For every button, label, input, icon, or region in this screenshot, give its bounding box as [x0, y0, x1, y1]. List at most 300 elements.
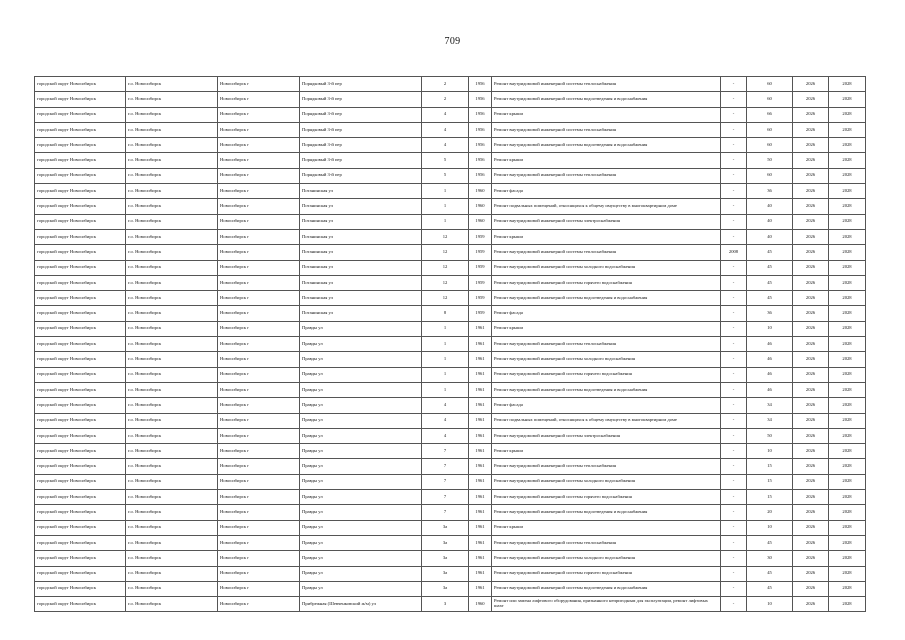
cell-municipality: городской округ Новосибирск: [35, 184, 126, 199]
table-row: [35, 428, 866, 443]
cell-plan-end: 2028: [829, 291, 866, 306]
cell-municipality: городской округ Новосибирск: [35, 581, 126, 596]
cell-last-repair-year: -: [721, 107, 747, 122]
cell-street: Потанинская ул: [300, 245, 422, 260]
cell-municipality: городской округ Новосибирск: [35, 153, 126, 168]
cell-municipality: городской округ Новосибирск: [35, 505, 126, 520]
cell-house-number: 1: [422, 337, 469, 352]
cell-house-number: 8: [422, 306, 469, 321]
cell-plan-start: 2026: [793, 337, 829, 352]
cell-house-number: 4: [422, 413, 469, 428]
table-row: [35, 214, 866, 229]
cell-work-type: Ремонт фасада: [492, 184, 721, 199]
cell-plan-end: 2028: [829, 77, 866, 92]
cell-plan-end: 2028: [829, 168, 866, 183]
cell-locality: Новосибирск г: [218, 260, 300, 275]
cell-work-type: Ремонт внутридомовой инженерной системы электроснабжения: [492, 428, 721, 443]
cell-last-repair-year: -: [721, 459, 747, 474]
cell-street: Порядковый 3-й пер: [300, 153, 422, 168]
cell-municipality: городской округ Новосибирск: [35, 138, 126, 153]
cell-municipality: городской округ Новосибирск: [35, 428, 126, 443]
cell-locality: Новосибирск г: [218, 566, 300, 581]
table-row: [35, 382, 866, 397]
cell-plan-start: 2026: [793, 199, 829, 214]
cell-work-type: Ремонт внутридомовой инженерной системы водоотведения и водоснабжения: [492, 138, 721, 153]
cell-district: г.о. Новосибирск: [126, 77, 218, 92]
cell-score: 50: [747, 153, 793, 168]
cell-score: 36: [747, 306, 793, 321]
cell-last-repair-year: -: [721, 153, 747, 168]
cell-plan-end: 2028: [829, 321, 866, 336]
cell-work-type: Ремонт внутридомовой инженерной системы теплоснабжения: [492, 77, 721, 92]
cell-street: Потанинская ул: [300, 275, 422, 290]
cell-last-repair-year: -: [721, 566, 747, 581]
cell-locality: Новосибирск г: [218, 520, 300, 535]
cell-work-type: Ремонт фасада: [492, 306, 721, 321]
table-row: [35, 229, 866, 244]
cell-build-year: 1961: [469, 321, 492, 336]
cell-district: г.о. Новосибирск: [126, 352, 218, 367]
cell-work-type: Ремонт подвальных помещений, относящихся к общему имуществу в многоквартирном доме: [492, 413, 721, 428]
cell-street: Правды ул: [300, 398, 422, 413]
cell-work-type: Ремонт крыши: [492, 520, 721, 535]
cell-district: г.о. Новосибирск: [126, 168, 218, 183]
cell-district: г.о. Новосибирск: [126, 490, 218, 505]
cell-house-number: 3а: [422, 566, 469, 581]
cell-district: г.о. Новосибирск: [126, 337, 218, 352]
cell-plan-end: 2028: [829, 505, 866, 520]
cell-street: Правды ул: [300, 382, 422, 397]
cell-house-number: 4: [422, 428, 469, 443]
cell-work-type: Ремонт внутридомовой инженерной системы горячего водоснабжения: [492, 275, 721, 290]
table-body: [35, 77, 866, 612]
cell-plan-end: 2028: [829, 367, 866, 382]
cell-score: 15: [747, 490, 793, 505]
cell-locality: Новосибирск г: [218, 474, 300, 489]
cell-score: 40: [747, 229, 793, 244]
cell-street: Порядковый 3-й пер: [300, 77, 422, 92]
cell-last-repair-year: -: [721, 77, 747, 92]
cell-district: г.о. Новосибирск: [126, 306, 218, 321]
cell-work-type: Ремонт внутридомовой инженерной системы горячего водоснабжения: [492, 566, 721, 581]
table-row: [35, 122, 866, 137]
cell-street: Правды ул: [300, 367, 422, 382]
cell-score: 34: [747, 398, 793, 413]
cell-street: Правды ул: [300, 505, 422, 520]
table-row: [35, 260, 866, 275]
cell-locality: Новосибирск г: [218, 382, 300, 397]
cell-locality: Новосибирск г: [218, 321, 300, 336]
cell-work-type: Ремонт внутридомовой инженерной системы холодного водоснабжения: [492, 474, 721, 489]
cell-score: 10: [747, 444, 793, 459]
cell-score: 46: [747, 337, 793, 352]
cell-district: г.о. Новосибирск: [126, 413, 218, 428]
cell-street: Правды ул: [300, 535, 422, 550]
table-row: [35, 168, 866, 183]
cell-work-type: Ремонт внутридомовой инженерной системы водоотведения и водоснабжения: [492, 291, 721, 306]
cell-score: 46: [747, 367, 793, 382]
table-row: [35, 275, 866, 290]
cell-locality: Новосибирск г: [218, 92, 300, 107]
cell-work-type: Ремонт внутридомовой инженерной системы электроснабжения: [492, 214, 721, 229]
cell-municipality: городской округ Новосибирск: [35, 291, 126, 306]
cell-build-year: 1961: [469, 490, 492, 505]
cell-build-year: 1961: [469, 474, 492, 489]
cell-house-number: 7: [422, 490, 469, 505]
cell-street: Правды ул: [300, 459, 422, 474]
cell-work-type: Ремонт крыши: [492, 444, 721, 459]
cell-street: Правды ул: [300, 474, 422, 489]
cell-build-year: 1959: [469, 260, 492, 275]
cell-plan-start: 2026: [793, 275, 829, 290]
cell-municipality: городской округ Новосибирск: [35, 535, 126, 550]
cell-house-number: 4: [422, 107, 469, 122]
cell-score: 60: [747, 77, 793, 92]
cell-district: г.о. Новосибирск: [126, 107, 218, 122]
table-row: [35, 184, 866, 199]
cell-plan-end: 2028: [829, 551, 866, 566]
cell-house-number: 3а: [422, 535, 469, 550]
cell-build-year: 1961: [469, 535, 492, 550]
cell-locality: Новосибирск г: [218, 367, 300, 382]
cell-work-type: Ремонт внутридомовой инженерной системы горячего водоснабжения: [492, 490, 721, 505]
cell-plan-end: 2028: [829, 214, 866, 229]
cell-plan-start: 2026: [793, 459, 829, 474]
cell-score: 15: [747, 459, 793, 474]
cell-locality: Новосибирск г: [218, 551, 300, 566]
cell-district: г.о. Новосибирск: [126, 428, 218, 443]
cell-district: г.о. Новосибирск: [126, 184, 218, 199]
cell-plan-start: 2026: [793, 413, 829, 428]
cell-last-repair-year: -: [721, 337, 747, 352]
cell-plan-start: 2026: [793, 535, 829, 550]
cell-locality: Новосибирск г: [218, 77, 300, 92]
cell-plan-end: 2028: [829, 107, 866, 122]
cell-score: 45: [747, 581, 793, 596]
cell-last-repair-year: -: [721, 597, 747, 612]
cell-build-year: 1961: [469, 352, 492, 367]
cell-last-repair-year: -: [721, 214, 747, 229]
table-row: [35, 321, 866, 336]
cell-last-repair-year: -: [721, 260, 747, 275]
cell-work-type: Ремонт подвальных помещений, относящихся к общему имуществу в многоквартирном доме: [492, 199, 721, 214]
cell-last-repair-year: -: [721, 398, 747, 413]
table-row: [35, 92, 866, 107]
cell-municipality: городской округ Новосибирск: [35, 260, 126, 275]
cell-municipality: городской округ Новосибирск: [35, 214, 126, 229]
cell-build-year: 1960: [469, 184, 492, 199]
cell-municipality: городской округ Новосибирск: [35, 337, 126, 352]
cell-street: Потанинская ул: [300, 306, 422, 321]
cell-street: Порядковый 3-й пер: [300, 122, 422, 137]
cell-house-number: 12: [422, 275, 469, 290]
cell-plan-end: 2028: [829, 428, 866, 443]
cell-last-repair-year: -: [721, 122, 747, 137]
cell-plan-end: 2028: [829, 122, 866, 137]
cell-municipality: городской округ Новосибирск: [35, 275, 126, 290]
table-row: [35, 337, 866, 352]
table-row: [35, 566, 866, 581]
cell-locality: Новосибирск г: [218, 398, 300, 413]
cell-locality: Новосибирск г: [218, 122, 300, 137]
cell-municipality: городской округ Новосибирск: [35, 398, 126, 413]
cell-locality: Новосибирск г: [218, 275, 300, 290]
cell-district: г.о. Новосибирск: [126, 520, 218, 535]
cell-locality: Новосибирск г: [218, 153, 300, 168]
cell-municipality: городской округ Новосибирск: [35, 168, 126, 183]
cell-build-year: 1960: [469, 214, 492, 229]
cell-district: г.о. Новосибирск: [126, 581, 218, 596]
cell-house-number: 5: [422, 153, 469, 168]
cell-municipality: городской округ Новосибирск: [35, 490, 126, 505]
cell-score: 60: [747, 138, 793, 153]
cell-locality: Новосибирск г: [218, 428, 300, 443]
cell-house-number: 12: [422, 245, 469, 260]
cell-plan-end: 2028: [829, 474, 866, 489]
table-row: [35, 291, 866, 306]
cell-plan-end: 2028: [829, 520, 866, 535]
cell-street: Порядковый 3-й пер: [300, 138, 422, 153]
cell-work-type: Ремонт внутридомовой инженерной системы водоотведения и водоснабжения: [492, 581, 721, 596]
cell-street: Порядковый 3-й пер: [300, 107, 422, 122]
cell-build-year: 1959: [469, 229, 492, 244]
cell-score: 50: [747, 428, 793, 443]
cell-street: Прибрежная (Шевченковский ж/м) ул: [300, 597, 422, 612]
cell-plan-end: 2028: [829, 398, 866, 413]
cell-district: г.о. Новосибирск: [126, 474, 218, 489]
cell-locality: Новосибирск г: [218, 184, 300, 199]
cell-house-number: 12: [422, 291, 469, 306]
cell-work-type: Ремонт крыши: [492, 153, 721, 168]
cell-locality: Новосибирск г: [218, 459, 300, 474]
cell-district: г.о. Новосибирск: [126, 566, 218, 581]
cell-street: Правды ул: [300, 551, 422, 566]
cell-score: 15: [747, 474, 793, 489]
cell-district: г.о. Новосибирск: [126, 153, 218, 168]
cell-plan-start: 2026: [793, 551, 829, 566]
cell-work-type: Ремонт внутридомовой инженерной системы водоотведения и водоснабжения: [492, 92, 721, 107]
table-row: [35, 367, 866, 382]
cell-house-number: 2: [422, 92, 469, 107]
table-row: [35, 107, 866, 122]
table-row: [35, 398, 866, 413]
cell-plan-start: 2026: [793, 367, 829, 382]
cell-street: Потанинская ул: [300, 214, 422, 229]
cell-municipality: городской округ Новосибирск: [35, 321, 126, 336]
cell-build-year: 1956: [469, 122, 492, 137]
cell-score: 60: [747, 168, 793, 183]
cell-house-number: 3: [422, 597, 469, 612]
cell-locality: Новосибирск г: [218, 138, 300, 153]
cell-last-repair-year: -: [721, 138, 747, 153]
cell-district: г.о. Новосибирск: [126, 551, 218, 566]
cell-score: 45: [747, 275, 793, 290]
cell-last-repair-year: -: [721, 474, 747, 489]
cell-score: 46: [747, 352, 793, 367]
cell-plan-start: 2026: [793, 153, 829, 168]
cell-plan-end: 2028: [829, 245, 866, 260]
cell-district: г.о. Новосибирск: [126, 321, 218, 336]
cell-build-year: 1956: [469, 92, 492, 107]
cell-house-number: 12: [422, 229, 469, 244]
table-row: [35, 153, 866, 168]
cell-plan-start: 2026: [793, 444, 829, 459]
cell-work-type: Ремонт внутридомовой инженерной системы теплоснабжения: [492, 535, 721, 550]
cell-work-type: Ремонт крыши: [492, 229, 721, 244]
cell-build-year: 1961: [469, 367, 492, 382]
cell-street: Правды ул: [300, 444, 422, 459]
cell-street: Потанинская ул: [300, 291, 422, 306]
cell-street: Потанинская ул: [300, 260, 422, 275]
cell-house-number: 3а: [422, 551, 469, 566]
cell-locality: Новосибирск г: [218, 245, 300, 260]
cell-score: 45: [747, 535, 793, 550]
cell-locality: Новосибирск г: [218, 505, 300, 520]
cell-build-year: 1961: [469, 520, 492, 535]
cell-score: 10: [747, 597, 793, 612]
cell-last-repair-year: -: [721, 92, 747, 107]
cell-municipality: городской округ Новосибирск: [35, 367, 126, 382]
cell-plan-start: 2026: [793, 92, 829, 107]
cell-plan-end: 2028: [829, 229, 866, 244]
cell-locality: Новосибирск г: [218, 597, 300, 612]
cell-locality: Новосибирск г: [218, 535, 300, 550]
cell-locality: Новосибирск г: [218, 107, 300, 122]
table-row: [35, 474, 866, 489]
table-row: [35, 581, 866, 596]
cell-district: г.о. Новосибирск: [126, 138, 218, 153]
cell-district: г.о. Новосибирск: [126, 444, 218, 459]
cell-work-type: Ремонт крыши: [492, 321, 721, 336]
cell-plan-start: 2026: [793, 382, 829, 397]
cell-score: 20: [747, 505, 793, 520]
cell-municipality: городской округ Новосибирск: [35, 459, 126, 474]
cell-house-number: 4: [422, 398, 469, 413]
cell-district: г.о. Новосибирск: [126, 459, 218, 474]
cell-score: 45: [747, 566, 793, 581]
table-row: [35, 520, 866, 535]
cell-municipality: городской округ Новосибирск: [35, 306, 126, 321]
cell-district: г.о. Новосибирск: [126, 199, 218, 214]
cell-build-year: 1956: [469, 153, 492, 168]
cell-locality: Новосибирск г: [218, 306, 300, 321]
cell-work-type: Ремонт внутридомовой инженерной системы холодного водоснабжения: [492, 352, 721, 367]
cell-house-number: 7: [422, 459, 469, 474]
cell-locality: Новосибирск г: [218, 413, 300, 428]
cell-score: 40: [747, 214, 793, 229]
table-row: [35, 245, 866, 260]
page-number: 709: [444, 36, 461, 47]
cell-last-repair-year: -: [721, 413, 747, 428]
cell-build-year: 1961: [469, 551, 492, 566]
cell-plan-start: 2026: [793, 490, 829, 505]
table-row: [35, 490, 866, 505]
cell-plan-end: 2028: [829, 597, 866, 612]
cell-municipality: городской округ Новосибирск: [35, 92, 126, 107]
cell-build-year: 1961: [469, 337, 492, 352]
cell-district: г.о. Новосибирск: [126, 229, 218, 244]
table-row: [35, 413, 866, 428]
cell-score: 40: [747, 199, 793, 214]
cell-district: г.о. Новосибирск: [126, 122, 218, 137]
cell-locality: Новосибирск г: [218, 229, 300, 244]
cell-score: 45: [747, 291, 793, 306]
cell-municipality: городской округ Новосибирск: [35, 229, 126, 244]
cell-district: г.о. Новосибирск: [126, 382, 218, 397]
cell-work-type: Ремонт фасада: [492, 398, 721, 413]
cell-score: 10: [747, 321, 793, 336]
table-row: [35, 535, 866, 550]
cell-build-year: 1960: [469, 597, 492, 612]
cell-last-repair-year: -: [721, 275, 747, 290]
cell-house-number: 3а: [422, 581, 469, 596]
cell-plan-start: 2026: [793, 398, 829, 413]
cell-build-year: 1961: [469, 566, 492, 581]
cell-plan-start: 2026: [793, 214, 829, 229]
table-row: [35, 551, 866, 566]
cell-work-type: Ремонт или замена лифтового оборудования, признанного непригодным для эксплуатации, ремонт лифтовых шахт: [492, 597, 721, 612]
cell-last-repair-year: -: [721, 184, 747, 199]
cell-house-number: 7: [422, 444, 469, 459]
cell-district: г.о. Новосибирск: [126, 260, 218, 275]
cell-plan-end: 2028: [829, 275, 866, 290]
cell-last-repair-year: -: [721, 551, 747, 566]
cell-build-year: 1961: [469, 413, 492, 428]
table-row: [35, 138, 866, 153]
cell-municipality: городской округ Новосибирск: [35, 413, 126, 428]
cell-municipality: городской округ Новосибирск: [35, 352, 126, 367]
cell-build-year: 1956: [469, 77, 492, 92]
cell-score: 66: [747, 107, 793, 122]
cell-plan-start: 2026: [793, 245, 829, 260]
cell-street: Порядковый 3-й пер: [300, 168, 422, 183]
cell-last-repair-year: -: [721, 168, 747, 183]
cell-plan-start: 2026: [793, 505, 829, 520]
cell-plan-start: 2026: [793, 581, 829, 596]
cell-build-year: 1959: [469, 275, 492, 290]
cell-municipality: городской округ Новосибирск: [35, 77, 126, 92]
cell-last-repair-year: -: [721, 382, 747, 397]
cell-plan-start: 2026: [793, 428, 829, 443]
cell-street: Потанинская ул: [300, 184, 422, 199]
cell-plan-end: 2028: [829, 352, 866, 367]
cell-district: г.о. Новосибирск: [126, 275, 218, 290]
cell-build-year: 1961: [469, 444, 492, 459]
cell-street: Правды ул: [300, 428, 422, 443]
cell-build-year: 1961: [469, 581, 492, 596]
cell-build-year: 1961: [469, 398, 492, 413]
table-row: [35, 352, 866, 367]
cell-municipality: городской округ Новосибирск: [35, 474, 126, 489]
cell-street: Правды ул: [300, 352, 422, 367]
cell-plan-end: 2028: [829, 566, 866, 581]
cell-last-repair-year: -: [721, 199, 747, 214]
cell-street: Правды ул: [300, 581, 422, 596]
cell-house-number: 1: [422, 382, 469, 397]
cell-street: Правды ул: [300, 490, 422, 505]
cell-street: Правды ул: [300, 337, 422, 352]
cell-last-repair-year: -: [721, 535, 747, 550]
table-row: [35, 77, 866, 92]
cell-plan-start: 2026: [793, 107, 829, 122]
cell-build-year: 1959: [469, 245, 492, 260]
cell-plan-start: 2026: [793, 260, 829, 275]
cell-street: Потанинская ул: [300, 229, 422, 244]
cell-street: Правды ул: [300, 413, 422, 428]
cell-score: 36: [747, 184, 793, 199]
cell-district: г.о. Новосибирск: [126, 398, 218, 413]
cell-last-repair-year: -: [721, 505, 747, 520]
